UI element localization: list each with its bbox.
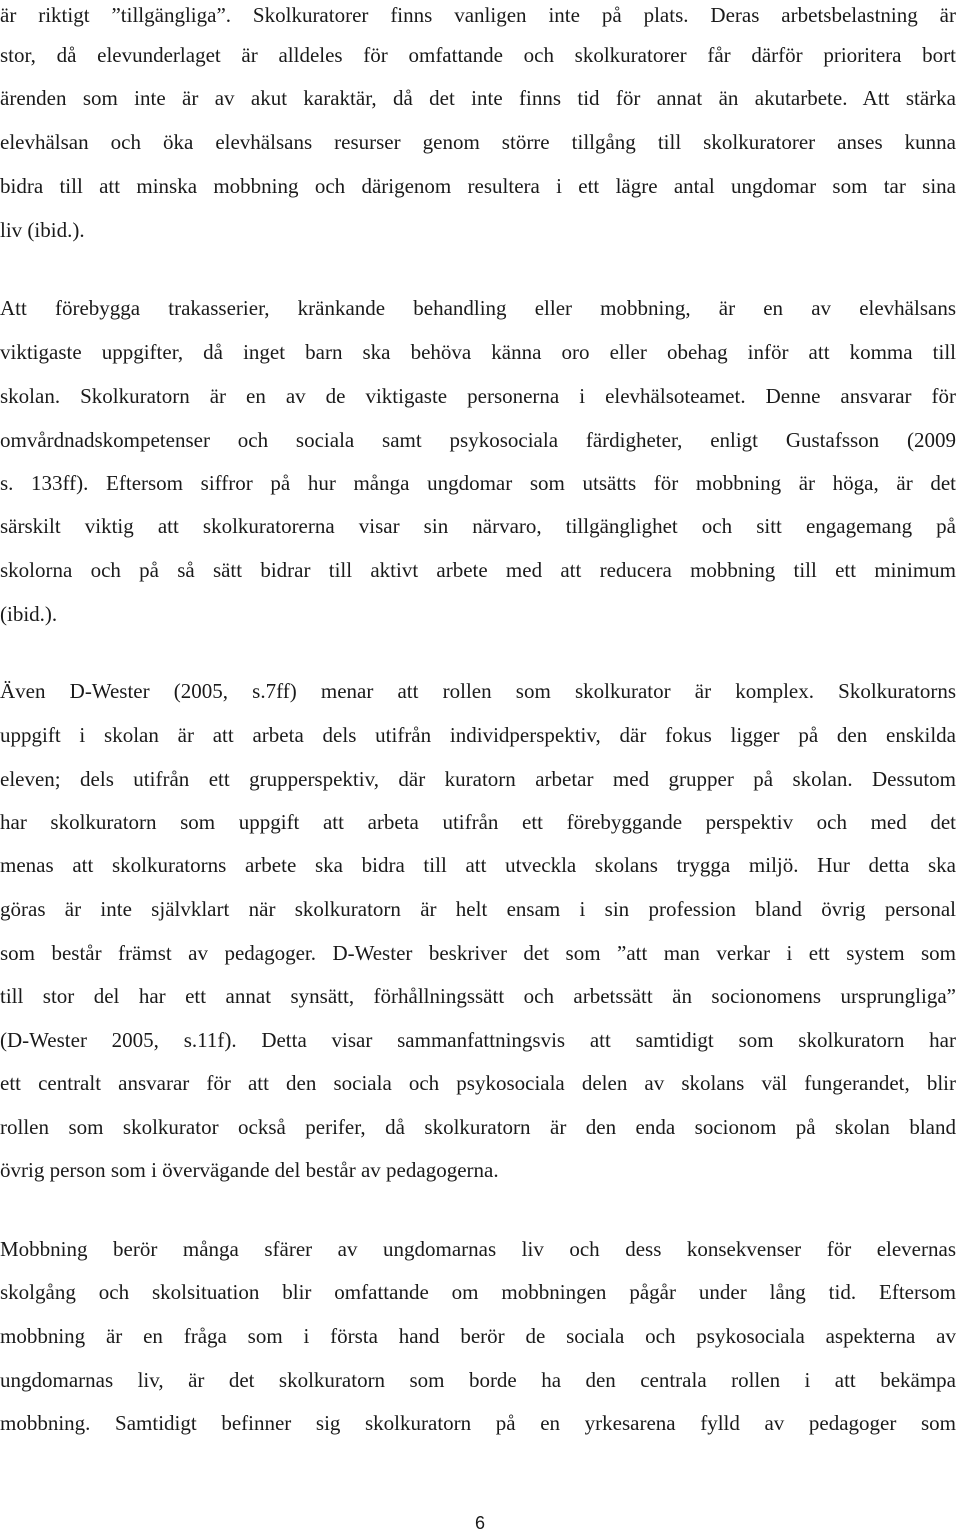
text-line: uppgift i skolan är att arbeta dels utifrån individperspektiv, där fokus ligger på den enskilda	[0, 723, 956, 747]
text-line: mobbning är en fråga som i första hand berör de sociala och psykosociala aspekterna av	[0, 1324, 956, 1348]
text-line: Även D-Wester (2005, s.7ff) menar att rollen som skolkurator är komplex. Skolkuratorns	[0, 679, 956, 703]
text-line: menas att skolkuratorns arbete ska bidra till att utveckla skolans trygga miljö. Hur detta ska	[0, 853, 956, 877]
text-line: liv (ibid.).	[0, 218, 85, 242]
text-line: mobbning. Samtidigt befinner sig skolkuratorn på en yrkesarena fylld av pedagoger som	[0, 1411, 956, 1435]
page-number: 6	[474, 1513, 485, 1533]
text-line: skolorna och på så sätt bidrar till aktivt arbete med att reducera mobbning till ett minimum	[0, 558, 956, 582]
text-line: eleven; dels utifrån ett grupperspektiv, där kuratorn arbetar med grupper på skolan. Dessutom	[0, 767, 956, 791]
text-line: är riktigt ”tillgängliga”. Skolkuratorer finns vanligen inte på plats. Deras arbetsbelastning är	[0, 3, 956, 27]
text-line: till stor del har ett annat synsätt, förhållningssätt och arbetssätt än socionomens ursprungliga”	[0, 984, 956, 1008]
text-line: övrig person som i övervägande del består av pedagogerna.	[0, 1158, 499, 1182]
text-line: har skolkuratorn som uppgift att arbeta utifrån ett förebyggande perspektiv och med det	[0, 810, 956, 834]
text-line: stor, då elevunderlaget är alldeles för omfattande och skolkuratorer får därför prioritera bort	[0, 43, 956, 67]
text-line: ärenden som inte är av akut karaktär, då det inte finns tid för annat än akutarbete. Att stärka	[0, 86, 956, 110]
text-line: skolan. Skolkuratorn är en av de viktigaste personerna i elevhälsoteamet. Denne ansvarar för	[0, 384, 956, 408]
text-line: skolgång och skolsituation blir omfattande om mobbningen pågår under lång tid. Eftersom	[0, 1280, 956, 1304]
text-line: Mobbning berör många sfärer av ungdomarnas liv och dess konsekvenser för elevernas	[0, 1237, 956, 1261]
text-line: viktigaste uppgifter, då inget barn ska behöva känna oro eller obehag inför att komma till	[0, 340, 956, 364]
text-line: göras är inte självklart när skolkuratorn är helt ensam i sin profession bland övrig personal	[0, 897, 956, 921]
text-line: särskilt viktig att skolkuratorerna visar sin närvaro, tillgänglighet och sitt engagemang på	[0, 514, 956, 538]
text-line: ett centralt ansvarar för att den sociala och psykosociala delen av skolans väl fungerandet, blir	[0, 1071, 956, 1095]
text-line: s. 133ff). Eftersom siffror på hur många ungdomar som utsätts för mobbning är höga, är det	[0, 471, 956, 495]
text-line: elevhälsan och öka elevhälsans resurser genom större tillgång till skolkuratorer anses kunna	[0, 130, 956, 154]
text-line: som består främst av pedagoger. D-Wester beskriver det som ”att man verkar i ett system som	[0, 941, 956, 965]
text-line: Att förebygga trakasserier, kränkande behandling eller mobbning, är en av elevhälsans	[0, 296, 956, 320]
text-line: bidra till att minska mobbning och därigenom resultera i ett lägre antal ungdomar som tar sina	[0, 174, 956, 198]
text-line: ungdomarnas liv, är det skolkuratorn som borde ha den centrala rollen i att bekämpa	[0, 1368, 956, 1392]
text-line: omvårdnadskompetenser och sociala samt psykosociala färdigheter, enligt Gustafsson (2009	[0, 428, 956, 452]
text-line: (ibid.).	[0, 602, 58, 626]
text-line: rollen som skolkurator också perifer, då skolkuratorn är den enda socionom på skolan bland	[0, 1115, 956, 1139]
text-line: (D-Wester 2005, s.11f). Detta visar sammanfattningsvis att samtidigt som skolkuratorn har	[0, 1028, 956, 1052]
